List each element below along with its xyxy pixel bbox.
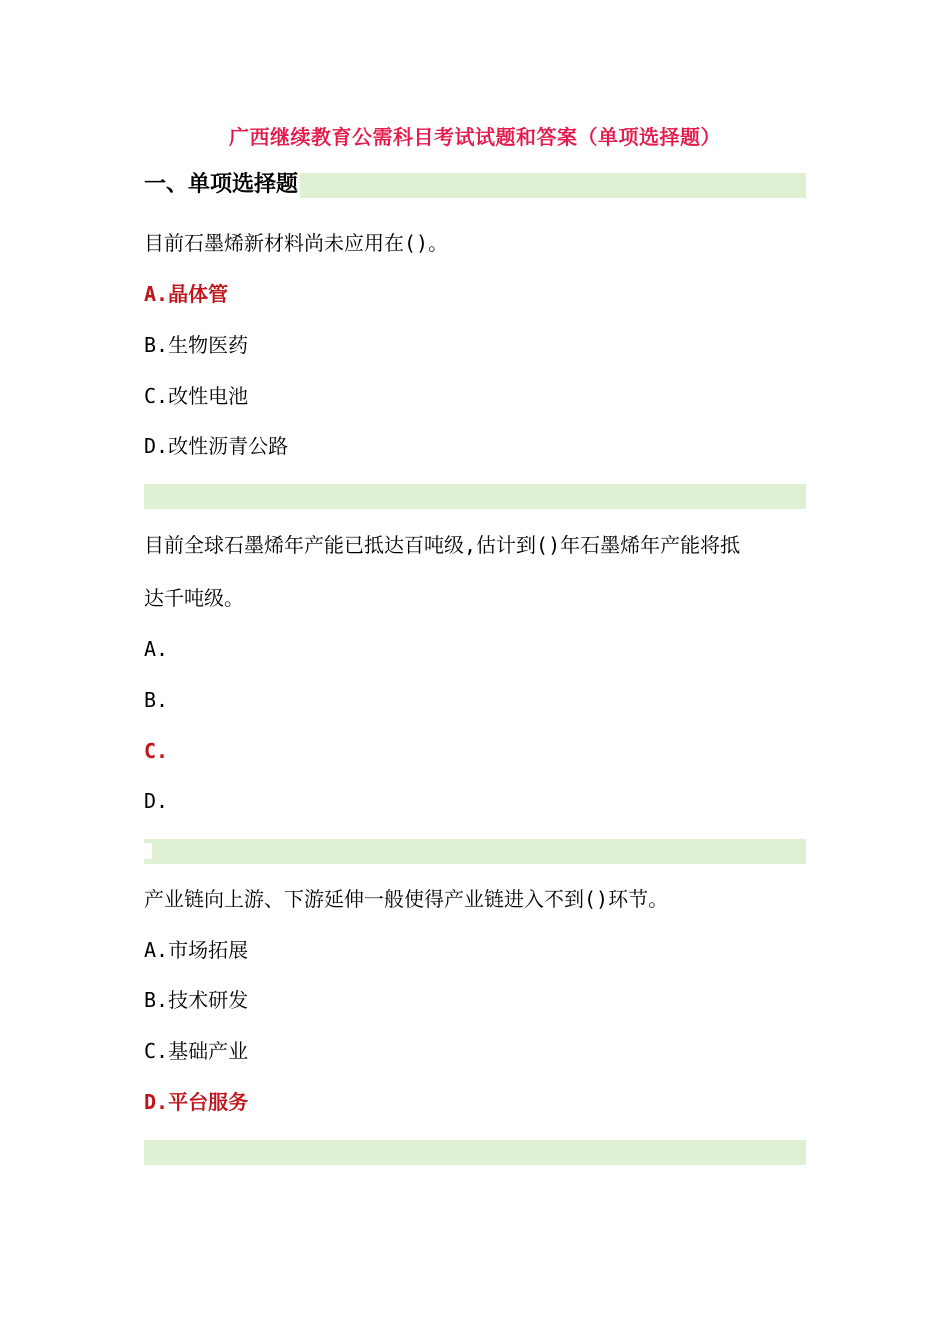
- question-1-option-c: C.改性电池: [144, 384, 249, 408]
- question-3-option-d: D.平台服务: [144, 1090, 249, 1114]
- question-2-option-b: B.: [144, 688, 169, 712]
- question-3-option-c: C.基础产业: [144, 1039, 249, 1063]
- question-1-option-b: B.生物医药: [144, 333, 249, 357]
- section-heading: 一、单项选择题: [144, 172, 299, 197]
- question-1-option-a: A.晶体管: [144, 282, 229, 306]
- question-2-option-d: D.: [144, 789, 169, 813]
- question-divider-bar: [144, 839, 806, 864]
- question-2-option-a: A.: [144, 637, 169, 661]
- divider-cursor-mark: [144, 843, 152, 859]
- question-3-option-b: B.技术研发: [144, 988, 249, 1012]
- question-3-text: 产业链向上游、下游延伸一般使得产业链进入不到()环节。: [144, 887, 669, 911]
- question-2-option-c: C.: [144, 739, 169, 763]
- question-2-text-line-1: 目前全球石墨烯年产能已抵达百吨级,估计到()年石墨烯年产能将抵: [144, 533, 741, 557]
- question-divider-bar: [144, 1140, 806, 1165]
- question-2-text-line-2: 达千吨级。: [144, 586, 244, 610]
- document-title: 广西继续教育公需科目考试试题和答案（单项选择题）: [229, 125, 721, 149]
- question-3-option-a: A.市场拓展: [144, 938, 249, 962]
- question-divider-bar: [144, 484, 806, 509]
- question-1-text: 目前石墨烯新材料尚未应用在()。: [144, 231, 449, 255]
- question-1-option-d: D.改性沥青公路: [144, 434, 289, 458]
